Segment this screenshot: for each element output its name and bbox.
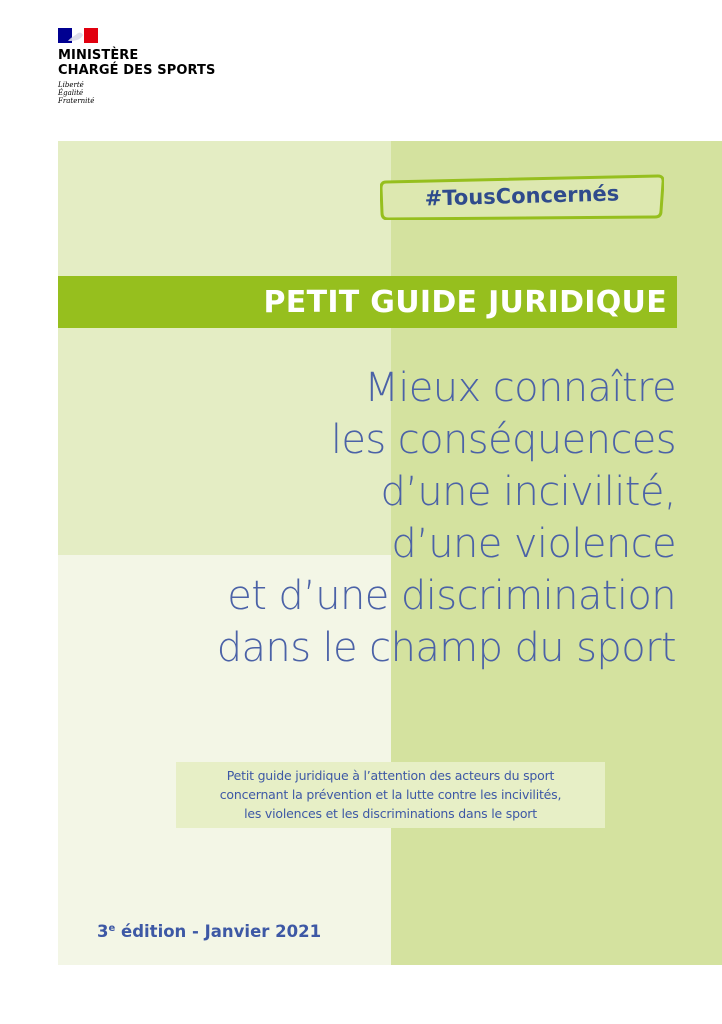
description-text — [176, 766, 605, 823]
subtitle-line: et d’une discrimination — [227, 573, 676, 619]
description-line: les violences et les discriminations dans le sport — [244, 806, 537, 821]
subtitle-line: d’une incivilité, — [380, 469, 676, 515]
subtitle-line: d’une violence — [391, 521, 676, 567]
ministry-name-line2: CHARGÉ DES SPORTS — [58, 63, 216, 78]
description-line: Petit guide juridique à l’attention des acteurs du sport — [226, 768, 555, 783]
edition-label — [97, 922, 321, 941]
subtitle-line: dans le champ du sport — [216, 625, 676, 671]
hashtag-badge — [380, 173, 664, 220]
hashtag-text: #TousConcernés — [424, 181, 620, 211]
document-title: PETIT GUIDE JURIDIQUE — [263, 285, 667, 320]
motto-liberte: Liberté — [58, 81, 84, 89]
subtitle-line: Mieux connaître — [364, 365, 676, 411]
description-line: concernant la prévention et la lutte contre les incivilités, — [219, 787, 562, 802]
ministry-name-line1: MINISTÈRE — [58, 48, 139, 63]
edition-number: 3 — [97, 922, 109, 941]
subtitle-line: les conséquences — [330, 417, 676, 463]
title-bar — [58, 276, 677, 328]
french-flag-icon — [58, 28, 98, 43]
motto-egalite: Égalité — [58, 89, 84, 97]
document-subtitle — [80, 362, 676, 674]
ministry-logo — [58, 28, 258, 105]
motto-fraternite: Fraternité — [58, 97, 95, 105]
description-box — [176, 762, 605, 828]
edition-text: édition - Janvier 2021 — [115, 922, 322, 941]
edition-superscript: e — [108, 923, 116, 934]
